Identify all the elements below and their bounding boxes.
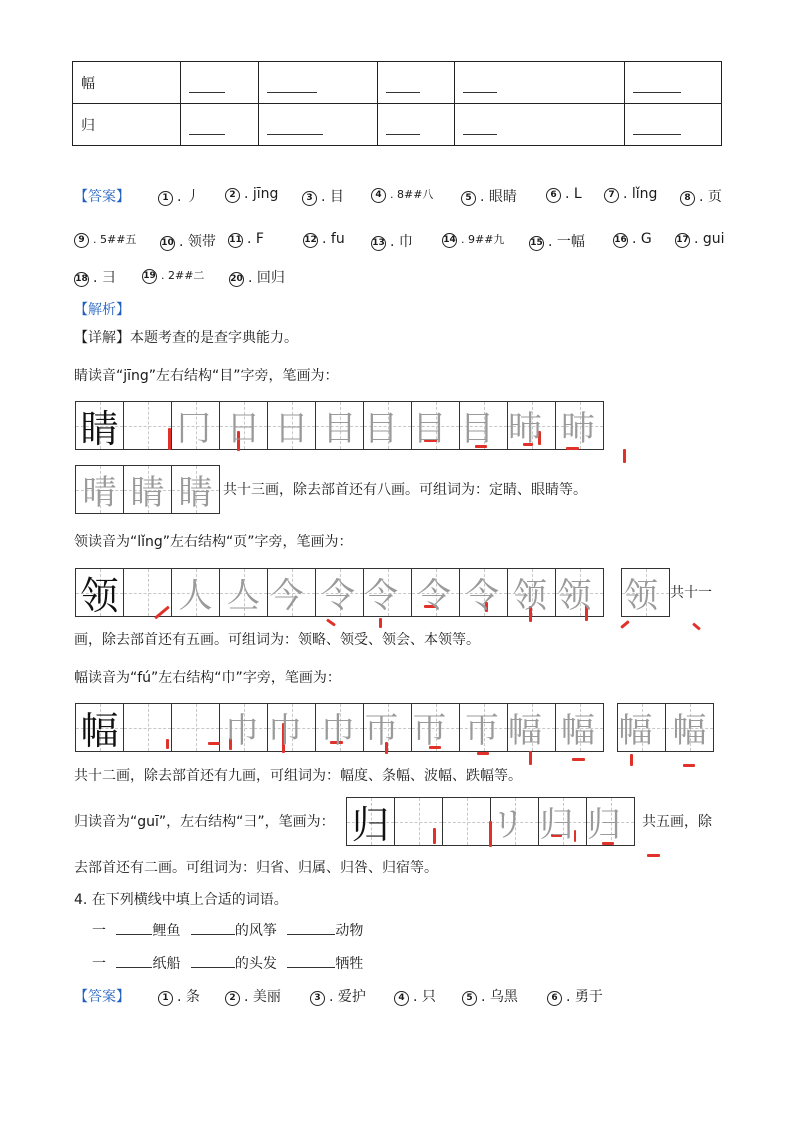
grid-cell: 目 [315, 401, 364, 450]
answer-number: 5 [461, 191, 476, 206]
answer-item [613, 231, 652, 248]
answer-item [142, 267, 204, 284]
answer-blank[interactable] [189, 79, 225, 93]
answer-number: 14 [442, 233, 457, 248]
grid-cell: 今 [267, 568, 316, 617]
answer-number: 7 [604, 188, 619, 203]
answer-blank[interactable] [633, 79, 681, 93]
grid-cell: 幅 [665, 703, 714, 752]
stroke-grid-jing-2 [75, 465, 219, 514]
question-4-line-2: 一 纸船 的头发 牺牲 [92, 956, 364, 972]
answer-number: 1 [158, 191, 173, 206]
answer-text: . 乌黑 [481, 989, 518, 1005]
answer-text: . 巾 [390, 234, 413, 250]
answer-text: . 目 [321, 189, 344, 205]
answer-item [442, 231, 504, 248]
grid-cell [171, 703, 220, 752]
answer-item [461, 186, 517, 206]
grid-cell: 令 [459, 568, 508, 617]
answer-number: 19 [142, 269, 157, 284]
jing-intro: 睛读音“jīng”左右结构“目”字旁，笔画为： [74, 368, 339, 384]
stroke-grid-jing [75, 401, 603, 450]
grid-cell: 亼 [219, 568, 268, 617]
answer-text: . 丿 [177, 189, 200, 205]
answer-number: 17 [675, 233, 690, 248]
answer-tag: 【答案】 [74, 989, 130, 1005]
answer-blank[interactable] [463, 121, 497, 135]
grid-cell: 领 [555, 568, 604, 617]
answer-blank[interactable] [116, 923, 152, 935]
answer-item [371, 231, 413, 251]
answer-number: 5 [462, 991, 477, 1006]
answer-number: 10 [160, 236, 175, 251]
answer-blank[interactable] [189, 121, 225, 135]
grid-cell: 睛 [123, 465, 172, 514]
ling-intro: 领读音为“lǐng”左右结构“页”字旁，笔画为： [74, 534, 353, 550]
grid-cell: 目 [411, 401, 460, 450]
answer-item [74, 267, 116, 287]
answer-number: 16 [613, 233, 628, 248]
answer-blank[interactable] [116, 956, 152, 968]
answer-number: 9 [74, 233, 89, 248]
grid-cell: 昁 [555, 401, 604, 450]
answer-item [160, 231, 216, 251]
answer-text: . 8##八 [390, 188, 434, 201]
grid-cell: 幅 [75, 703, 124, 752]
grid-cell: 令 [315, 568, 364, 617]
answer-item [228, 231, 264, 248]
answer-number: 2 [225, 188, 240, 203]
grid-cell: 帀 [459, 703, 508, 752]
answer-item [371, 186, 433, 203]
answer-blank[interactable] [191, 956, 235, 968]
grid-cell: 归 [538, 797, 587, 846]
answer-item [680, 186, 722, 206]
answer-item [302, 186, 344, 206]
answer-blank[interactable] [386, 79, 420, 93]
answer-item [529, 231, 585, 251]
grid-cell: 帀 [411, 703, 460, 752]
answer-number: 15 [529, 236, 544, 251]
grid-cell: 昁 [507, 401, 556, 450]
answer-item [604, 186, 657, 203]
answer-text: . 美丽 [244, 989, 281, 1005]
stroke-grid-gui [346, 797, 634, 846]
answer-number: 3 [310, 991, 325, 1006]
answer-item [462, 986, 518, 1006]
grid-cell [442, 797, 491, 846]
grid-cell: 目 [363, 401, 412, 450]
answer-text: . fu [322, 231, 345, 247]
answer-number: 8 [680, 191, 695, 206]
grid-cell: 日 [219, 401, 268, 450]
grid-cell: 巾 [315, 703, 364, 752]
grid-cell: 令 [363, 568, 412, 617]
fu-after: 共十二画，除去部首还有九画，可组词为：幅度、条幅、波幅、跌幅等。 [74, 768, 522, 784]
table-char-cell: 归 [73, 104, 181, 146]
grid-cell: 令 [411, 568, 460, 617]
grid-cell: 幅 [555, 703, 604, 752]
answer-item [229, 267, 285, 287]
answer-item [158, 186, 200, 206]
fu-intro: 幅读音为“fú”左右结构“巾”字旁，笔画为： [74, 670, 341, 686]
answer-item [225, 986, 281, 1006]
gui-intro: 归读音为“guī”，左右结构“彐”，笔画为： [74, 814, 335, 830]
answer-text: . 勇于 [566, 989, 603, 1005]
grid-cell: 领 [507, 568, 556, 617]
answer-text: . 只 [413, 989, 436, 1005]
answer-text: . gui [694, 231, 725, 247]
answer-item [675, 231, 725, 248]
answer-item [74, 231, 136, 248]
question-4-title: 4. 在下列横线中填上合适的词语。 [74, 892, 288, 908]
answer-item [310, 986, 366, 1006]
grid-cell [123, 568, 172, 617]
answer-text: . 9##九 [461, 233, 505, 246]
answer-text: . 回归 [248, 270, 285, 286]
answer-number: 12 [303, 233, 318, 248]
answer-text: . 2##二 [161, 269, 205, 282]
grid-cell: 目 [459, 401, 508, 450]
answer-item [394, 986, 436, 1006]
grid-cell: 人 [171, 568, 220, 617]
grid-cell: 归 [586, 797, 635, 846]
answer-text: . 彐 [93, 270, 116, 286]
answer-tag: 【答案】 [74, 189, 130, 205]
answer-number: 4 [371, 188, 386, 203]
gui-after-2: 去部首还有二画。可组词为：归省、归属、归咎、归宿等。 [74, 860, 438, 876]
answer-number: 2 [225, 991, 240, 1006]
grid-cell: リ [490, 797, 539, 846]
answer-number: 6 [547, 991, 562, 1006]
grid-cell [123, 401, 172, 450]
answer-blank[interactable] [463, 79, 497, 93]
answer-number: 13 [371, 236, 386, 251]
grid-cell: 晴 [75, 465, 124, 514]
table-row [73, 62, 722, 104]
answer-item [546, 186, 582, 203]
analysis-tag: 【解析】 [74, 302, 130, 318]
answer-text: . 一幅 [548, 234, 585, 250]
ling-after-2: 画，除去部首还有五画。可组词为：领略、领受、领会、本领等。 [74, 632, 480, 648]
answer-blank[interactable] [287, 956, 335, 968]
answer-text: . 领带 [179, 234, 216, 250]
answer-blank[interactable] [267, 121, 323, 135]
grid-cell: 幅 [617, 703, 666, 752]
grid-cell: 帀 [363, 703, 412, 752]
answer-item [158, 986, 200, 1006]
grid-cell: 睛 [75, 401, 124, 450]
answer-number: 18 [74, 272, 89, 287]
stroke-grid-fu [75, 703, 603, 752]
grid-cell [394, 797, 443, 846]
grid-cell: 睛 [171, 465, 220, 514]
grid-cell: 幅 [507, 703, 556, 752]
answer-blank[interactable] [287, 923, 335, 935]
stroke-grid-ling [75, 568, 603, 617]
answer-text: . 爱护 [329, 989, 366, 1005]
answer-text: . 页 [699, 189, 722, 205]
stroke-grid-fu-2 [617, 703, 713, 752]
answer-blank[interactable] [633, 121, 681, 135]
answer-blank[interactable] [386, 121, 420, 135]
grid-cell: 领 [621, 568, 670, 617]
gui-after-1: 共五画，除 [642, 814, 712, 830]
grid-cell [123, 703, 172, 752]
stroke-grid-ling-2 [621, 568, 669, 617]
answer-item [225, 186, 278, 203]
answer-text: . F [247, 231, 264, 247]
ling-after-1: 共十一 [670, 585, 712, 601]
answer-text: . lǐng [623, 186, 658, 202]
question-4-line-1: 一 鲤鱼 的风筝 动物 [92, 923, 364, 939]
answer-number: 11 [228, 233, 243, 248]
answer-text: . 5##五 [93, 233, 137, 246]
question-table [72, 61, 722, 146]
grid-cell: 归 [346, 797, 395, 846]
answer-number: 6 [546, 188, 561, 203]
answer-text: . L [565, 186, 582, 202]
answer-text: . 眼睛 [480, 189, 517, 205]
answer-text: . 条 [177, 989, 200, 1005]
answer-number: 3 [302, 191, 317, 206]
answer-number: 1 [158, 991, 173, 1006]
grid-cell: 日 [267, 401, 316, 450]
grid-cell: 巾 [219, 703, 268, 752]
grid-cell: 巾 [267, 703, 316, 752]
grid-cell: 领 [75, 568, 124, 617]
answer-item [303, 231, 345, 248]
answer-number: 4 [394, 991, 409, 1006]
answer-number: 20 [229, 272, 244, 287]
answer-item [547, 986, 603, 1006]
grid-cell: 冂 [171, 401, 220, 450]
answer-blank[interactable] [267, 79, 317, 93]
answer-text: . G [632, 231, 652, 247]
answer-blank[interactable] [191, 923, 235, 935]
table-char-cell: 幅 [73, 62, 181, 104]
jing-after: 共十三画，除去部首还有八画。可组词为：定睛、眼睛等。 [223, 482, 587, 498]
answer-text: . jīng [244, 186, 279, 202]
detail-text: 【详解】本题考查的是查字典能力。 [74, 330, 298, 346]
table-row [73, 104, 722, 146]
